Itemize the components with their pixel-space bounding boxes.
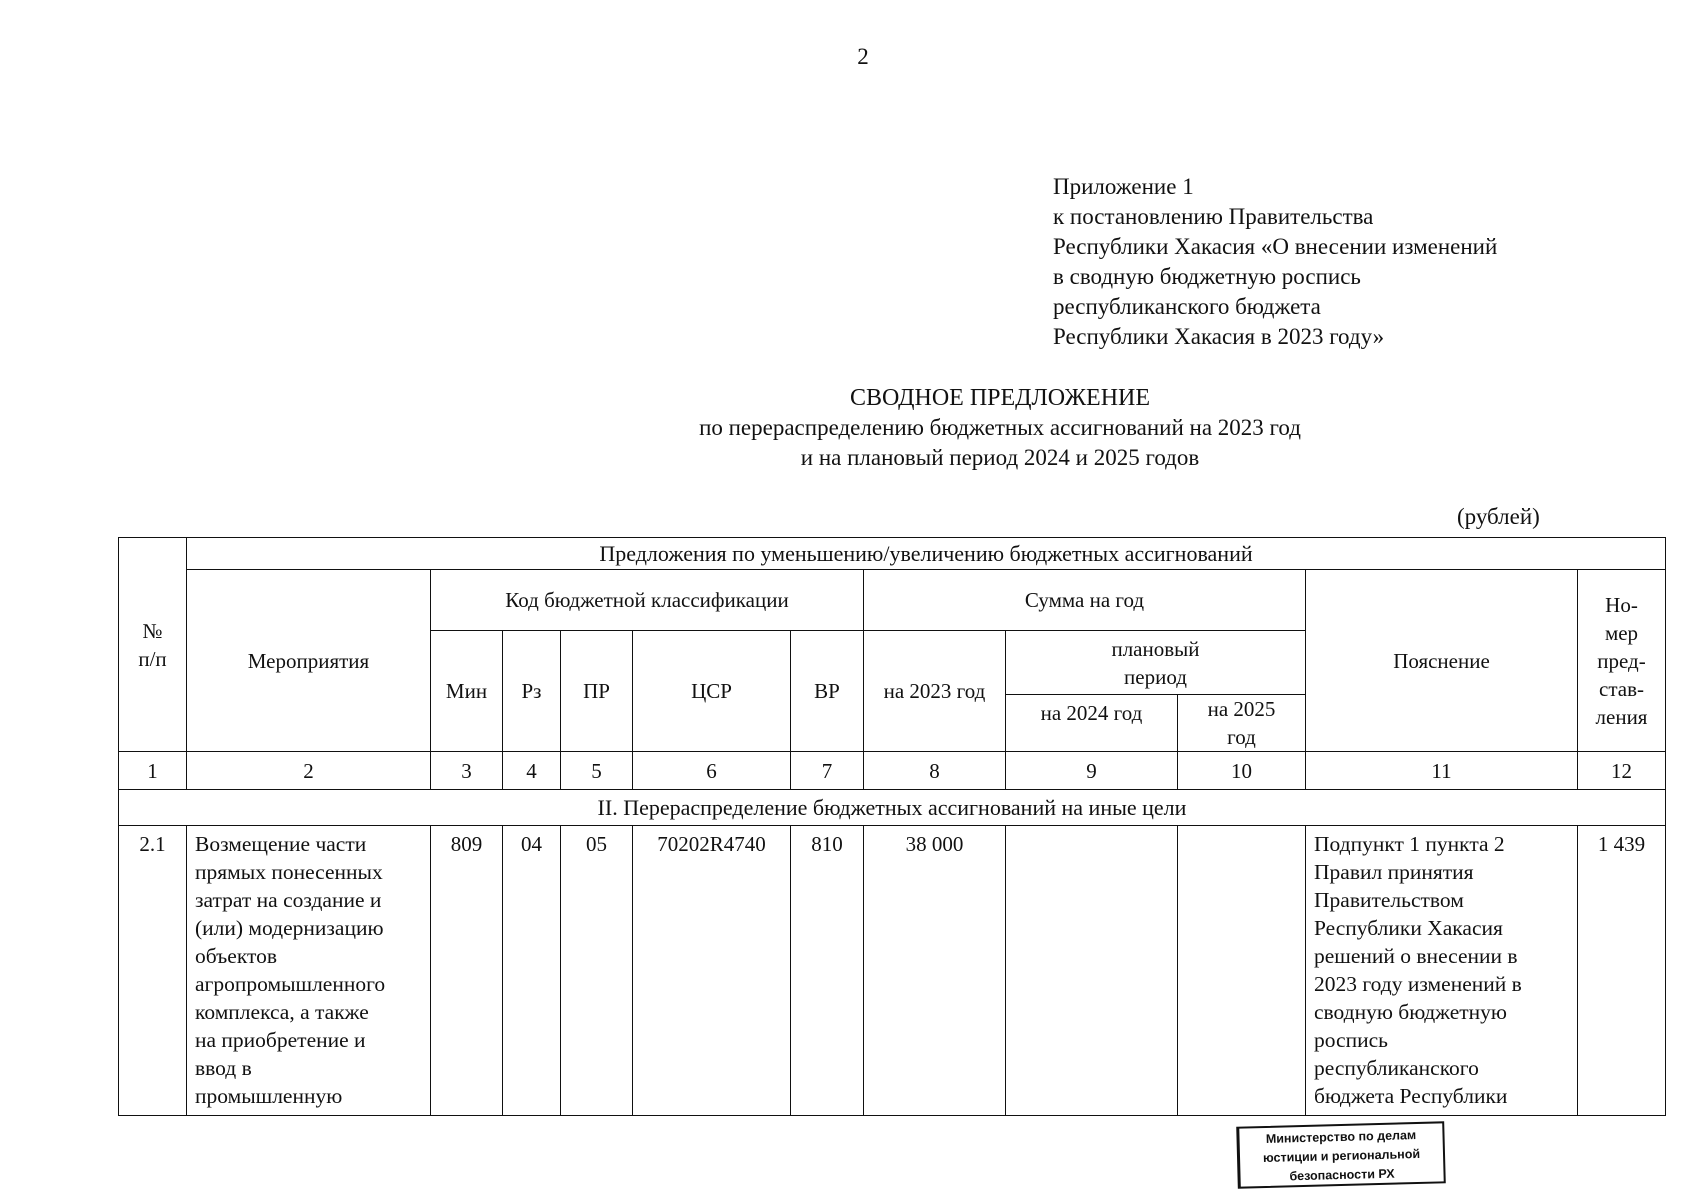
- stamp-line: Министерство по делам: [1265, 1128, 1417, 1146]
- row-measure: [187, 826, 431, 1116]
- units-label: (рублей): [1457, 504, 1540, 529]
- measure-line: агропромышленного: [195, 972, 386, 996]
- note-line: бюджета Республики: [1314, 1084, 1508, 1108]
- note-line: Республики Хакасия: [1314, 916, 1503, 940]
- measure-line: на приобретение и: [195, 1028, 366, 1052]
- header-planned-line: период: [1124, 664, 1187, 689]
- header-rep-line: пред-: [1597, 648, 1646, 673]
- title-line-3: и на плановый период 2024 и 2025 годов: [800, 445, 1200, 470]
- measure-line: ввод в: [195, 1056, 252, 1080]
- appendix-note: [1053, 172, 1497, 352]
- appendix-line: Республики Хакасия «О внесении изменений: [1053, 234, 1498, 259]
- appendix-line: Республики Хакасия в 2023 году»: [1053, 324, 1385, 349]
- header-code: Код бюджетной классификации: [431, 570, 864, 631]
- header-num-line: п/п: [138, 646, 167, 671]
- header-2025-line: год: [1227, 725, 1256, 749]
- note-line: Правительством: [1314, 888, 1464, 912]
- measure-line: промышленную: [195, 1084, 343, 1108]
- stamp-line: безопасности РХ: [1289, 1166, 1395, 1184]
- header-2024: на 2024 год: [1006, 695, 1178, 752]
- measure-line: затрат на создание и: [195, 888, 382, 912]
- section-row: II. Перераспределение бюджетных ассигнований на иные цели: [119, 790, 1666, 826]
- col-number: 3: [431, 752, 503, 790]
- note-line: решений о внесении в: [1314, 944, 1518, 968]
- header-2025: [1178, 695, 1306, 752]
- note-line: 2023 году изменений в: [1314, 972, 1522, 996]
- measure-line: прямых понесенных: [195, 860, 383, 884]
- header-num-line: №: [142, 618, 163, 643]
- col-number: 10: [1178, 752, 1306, 790]
- appendix-line: к постановлению Правительства: [1053, 204, 1374, 229]
- row-note: [1306, 826, 1578, 1116]
- header-note: Пояснение: [1306, 570, 1578, 752]
- col-number: 9: [1006, 752, 1178, 790]
- header-num: [119, 538, 187, 752]
- header-2025-line: на 2025: [1207, 697, 1276, 721]
- stamp-line: юстиции и региональной: [1262, 1146, 1421, 1166]
- col-number: 11: [1306, 752, 1578, 790]
- col-number: 8: [864, 752, 1006, 790]
- appendix-line: Приложение 1: [1053, 174, 1194, 199]
- header-planned: [1006, 631, 1306, 695]
- col-number: 5: [561, 752, 633, 790]
- note-line: сводную бюджетную: [1314, 1000, 1507, 1024]
- row-rep: 1 439: [1578, 826, 1666, 1116]
- header-rep: [1578, 570, 1666, 752]
- measure-line: комплекса, а также: [195, 1000, 369, 1024]
- header-2023: на 2023 год: [864, 631, 1006, 752]
- measure-line: Возмещение части: [195, 832, 367, 856]
- note-line: республиканского: [1314, 1056, 1479, 1080]
- row-2023: 38 000: [864, 826, 1006, 1116]
- row-pr: 05: [561, 826, 633, 1116]
- header-pr: ПР: [561, 631, 633, 752]
- row-2025: [1178, 826, 1306, 1116]
- title-line-2: по перераспределению бюджетных ассигнований на 2023 год: [699, 415, 1301, 440]
- col-number: 1: [119, 752, 187, 790]
- header-planned-line: плановый: [1111, 636, 1200, 661]
- appendix-line: республиканского бюджета: [1053, 294, 1321, 319]
- header-min: Мин: [431, 631, 503, 752]
- note-line: роспись: [1314, 1028, 1388, 1052]
- header-group: Предложения по уменьшению/увеличению бюджетных ассигнований: [187, 538, 1666, 570]
- row-csr: 70202R4740: [633, 826, 791, 1116]
- header-rz: Рз: [503, 631, 561, 752]
- row-min: 809: [431, 826, 503, 1116]
- col-number: 2: [187, 752, 431, 790]
- document-title: [500, 383, 1500, 473]
- row-rz: 04: [503, 826, 561, 1116]
- ministry-stamp: [1236, 1121, 1446, 1188]
- appendix-line: в сводную бюджетную роспись: [1053, 264, 1361, 289]
- header-rep-line: Но-: [1605, 592, 1638, 617]
- header-rep-line: ления: [1595, 704, 1648, 729]
- page-number: 2: [857, 44, 869, 69]
- col-number: 4: [503, 752, 561, 790]
- row-2024: [1006, 826, 1178, 1116]
- row-num: 2.1: [119, 826, 187, 1116]
- header-sum: Сумма на год: [864, 570, 1306, 631]
- header-rep-line: мер: [1604, 620, 1639, 645]
- row-vr: 810: [791, 826, 864, 1116]
- title-main: СВОДНОЕ ПРЕДЛОЖЕНИЕ: [849, 385, 1151, 411]
- col-number: 7: [791, 752, 864, 790]
- col-number: 6: [633, 752, 791, 790]
- budget-table: [118, 537, 1666, 1116]
- header-vr: ВР: [791, 631, 864, 752]
- col-number: 12: [1578, 752, 1666, 790]
- note-line: Подпункт 1 пункта 2: [1314, 832, 1505, 856]
- measure-line: объектов: [195, 944, 277, 968]
- header-csr: ЦСР: [633, 631, 791, 752]
- note-line: Правил принятия: [1314, 860, 1474, 884]
- header-measures: Мероприятия: [187, 570, 431, 752]
- header-rep-line: став-: [1599, 676, 1644, 701]
- measure-line: (или) модернизацию: [195, 916, 384, 940]
